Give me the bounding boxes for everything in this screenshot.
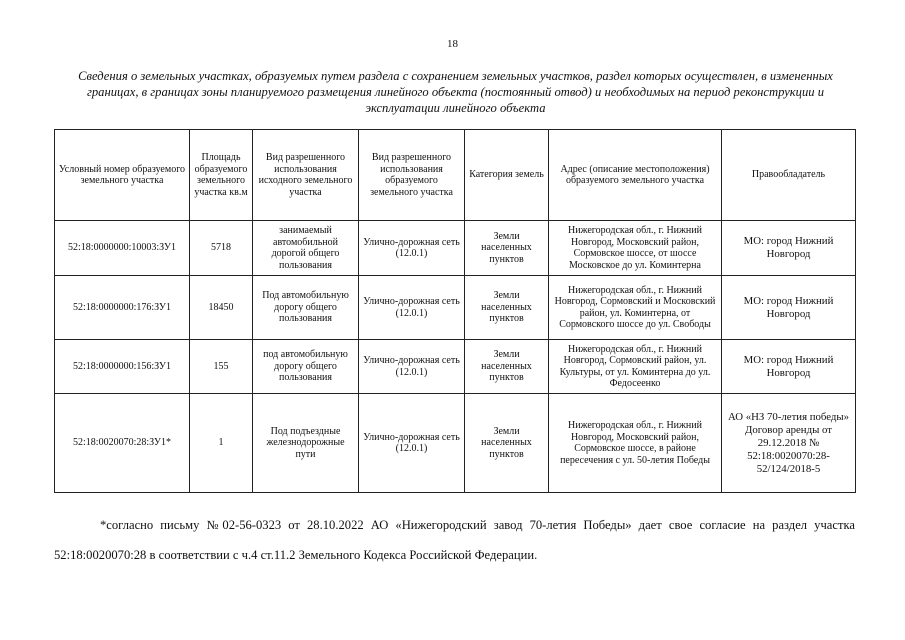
land-plots-table xyxy=(54,129,856,493)
owner-cell: МО: город Нижний Новгород xyxy=(722,221,856,276)
header-cell: Условный номер образуемого земельного участка xyxy=(55,130,190,221)
source-use-cell: занимаемый автомобильной дорогой общего пользования xyxy=(253,221,359,276)
owner-cell: МО: город Нижний Новгород xyxy=(722,276,856,340)
owner-cell: МО: город Нижний Новгород xyxy=(722,340,856,394)
source-use-cell: Под подъездные железнодорожные пути xyxy=(253,394,359,493)
header-cell: Адрес (описание местоположения) образуемого земельного участка xyxy=(549,130,722,221)
address-cell: Нижегородская обл., г. Нижний Новгород, Сормовский район, ул. Культуры, от ул. Коминтерна до ул. Федосеенко xyxy=(549,340,722,394)
area-cell: 18450 xyxy=(190,276,253,340)
new-use-cell: Улично-дорожная сеть (12.0.1) xyxy=(359,394,465,493)
area-cell: 1 xyxy=(190,394,253,493)
header-cell: Категория земель xyxy=(465,130,549,221)
table-row xyxy=(55,221,856,276)
plot-number-cell: 52:18:0000000:156:ЗУ1 xyxy=(55,340,190,394)
header-cell: Вид разрешенного использования исходного земельного участка xyxy=(253,130,359,221)
plot-number-cell: 52:18:0000000:10003:ЗУ1 xyxy=(55,221,190,276)
category-cell: Земли населенных пунктов xyxy=(465,340,549,394)
category-cell: Земли населенных пунктов xyxy=(465,276,549,340)
category-cell: Земли населенных пунктов xyxy=(465,394,549,493)
page-number: 18 xyxy=(447,38,458,50)
new-use-cell: Улично-дорожная сеть (12.0.1) xyxy=(359,340,465,394)
footnote-text: *согласно письму №02-56-0323 от 28.10.2022 АО «Нижегородский завод 70-летия Победы» дает свое согласие на раздел участка 52:18:0020070:28 в соответствии с ч.4 ст.11.2 Земельного Кодекса Российской Федерации. xyxy=(54,518,855,562)
owner-cell: АО «НЗ 70-летия победы» Договор аренды от 29.12.2018 № 52:18:0020070:28-52/124/2018-5 xyxy=(722,394,856,493)
header-cell: Вид разрешенного использования образуемого земельного участка xyxy=(359,130,465,221)
address-cell: Нижегородская обл., г. Нижний Новгород, Московский район, Сормовское шоссе, от шоссе Московское до ул. Коминтерна xyxy=(549,221,722,276)
document-title: Сведения о земельных участках, образуемых путем раздела с сохранением земельных участков, раздел которых осуществлен, в измененных границах, в границах зоны планируемого размещения линейного объекта (постоянный отвод) и необходимых на период реконструкции и эксплуатации линейного объекта xyxy=(78,69,833,115)
category-cell: Земли населенных пунктов xyxy=(465,221,549,276)
plot-number-cell: 52:18:0020070:28:ЗУ1* xyxy=(55,394,190,493)
table-header-row xyxy=(55,130,856,221)
address-cell: Нижегородская обл., г. Нижний Новгород, Московский район, Сормовское шоссе, в районе пересечения с ул. 50-летия Победы xyxy=(549,394,722,493)
address-cell: Нижегородская обл., г. Нижний Новгород, Сормовский и Московский район, ул. Коминтерна, от Сормовского шоссе до ул. Свободы xyxy=(549,276,722,340)
plot-number-cell: 52:18:0000000:176:ЗУ1 xyxy=(55,276,190,340)
table-row xyxy=(55,340,856,394)
header-cell: Правообладатель xyxy=(722,130,856,221)
table-row xyxy=(55,394,856,493)
new-use-cell: Улично-дорожная сеть (12.0.1) xyxy=(359,221,465,276)
source-use-cell: Под автомобильную дорогу общего пользования xyxy=(253,276,359,340)
table-row xyxy=(55,276,856,340)
header-cell: Площадь образуемого земельного участка кв.м xyxy=(190,130,253,221)
new-use-cell: Улично-дорожная сеть (12.0.1) xyxy=(359,276,465,340)
area-cell: 155 xyxy=(190,340,253,394)
footnote xyxy=(54,510,855,570)
area-cell: 5718 xyxy=(190,221,253,276)
source-use-cell: под автомобильную дорогу общего пользования xyxy=(253,340,359,394)
